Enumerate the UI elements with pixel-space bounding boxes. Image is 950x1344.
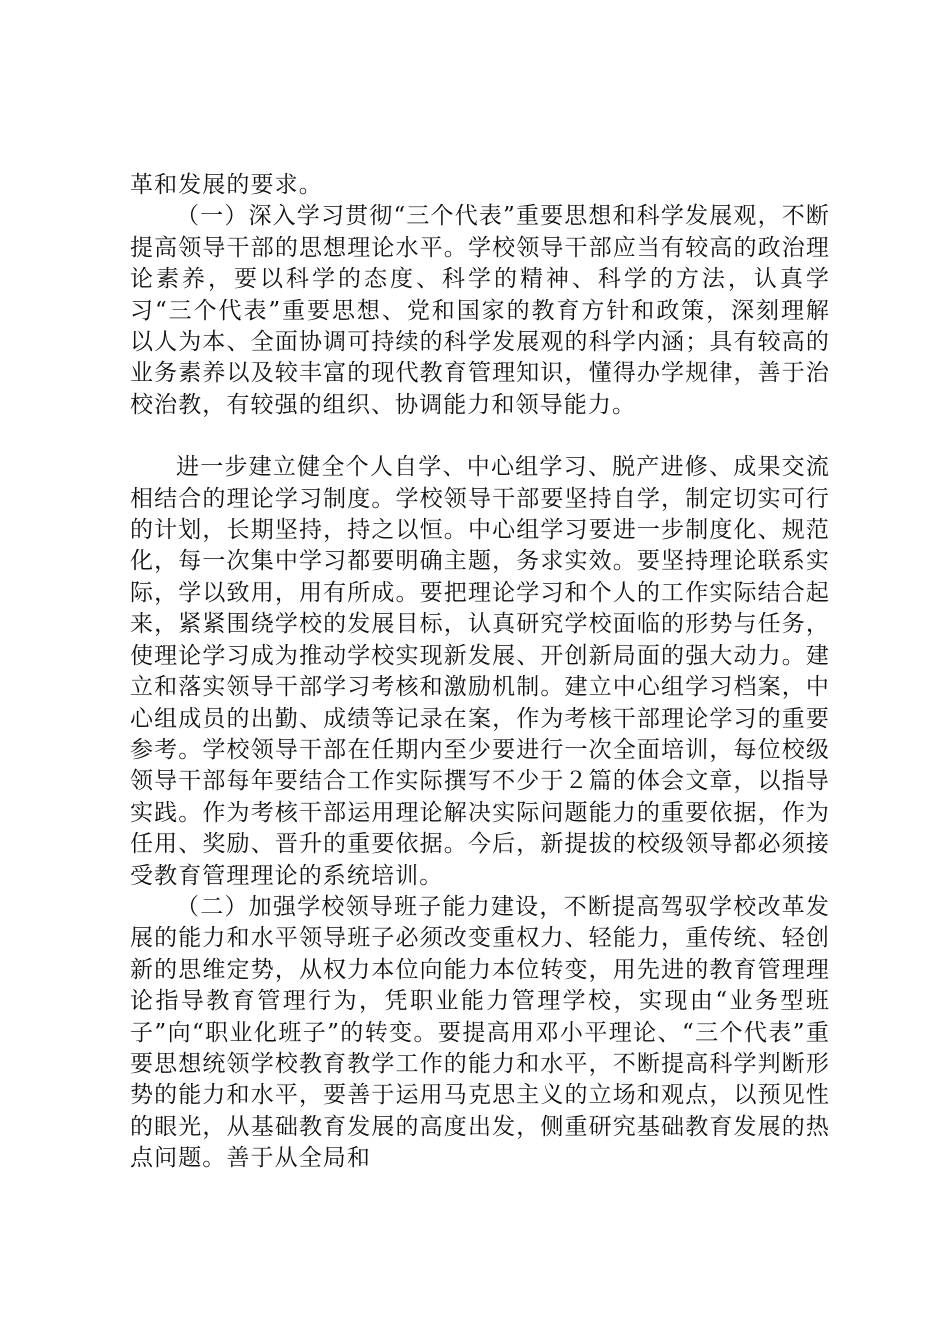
paragraph-section-two: （二）加强学校领导班子能力建设，不断提高驾驭学校改革发展的能力和水平领导班子必须改变重权力、轻能力，重传统、轻创新的思维定势，从权力本位向能力本位转变，用先进的教育管理理论指导教育管理行为，凭职业能力管理学校，实现由“业务型班子”向“职业化班子”的转变。要提高用邓小平理论、“三个代表”重要思想统领学校教育教学工作的能力和水平，不断提高科学判断形势的能力和水平，要善于运用马克思主义的立场和观点，以预见性的眼光，从基础教育发展的高度出发，侧重研究基础教育发展的热点问题。善于从全局和 [130,893,830,1172]
document-page [130,170,830,1175]
paragraph-section-one: （一）深入学习贯彻“三个代表”重要思想和科学发展观，不断提高领导干部的思想理论水平。学校领导干部应当有较高的政治理论素养，要以科学的态度、科学的精神、科学的方法，认真学习“三个代表”重要思想、党和国家的教育方针和政策，深刻理解以人为本、全面协调可持续的科学发展观的科学内涵；具有较高的业务素养以及较丰富的现代教育管理知识，懂得办学规律，善于治校治教，有较强的组织、协调能力和领导能力。 [130,203,830,418]
paragraph-study-system: 进一步建立健全个人自学、中心组学习、脱产进修、成果交流相结合的理论学习制度。学校领导干部要坚持自学，制定切实可行的计划，长期坚持，持之以恒。中心组学习要进一步制度化、规范化，每一次集中学习都要明确主题，务求实效。要坚持理论联系实际，学以致用，用有所成。要把理论学习和个人的工作实际结合起来，紧紧围绕学校的发展目标，认真研究学校面临的形势与任务，使理论学习成为推动学校实现新发展、开创新局面的强大动力。建立和落实领导干部学习考核和激励机制。建立中心组学习档案，中心组成员的出勤、成绩等记录在案，作为考核干部理论学习的重要参考。学校领导干部在任期内至少要进行一次全面培训，每位校级领导干部每年要结合工作实际撰写不少于２篇的体会文章，以指导实践。作为考核干部运用理论解决实际问题能力的重要依据，作为任用、奖励、晋升的重要依据。今后，新提拔的校级领导都必须接受教育管理理论的系统培训。 [130,454,830,889]
paragraph-continuation: 革和发展的要求。 [130,172,323,198]
